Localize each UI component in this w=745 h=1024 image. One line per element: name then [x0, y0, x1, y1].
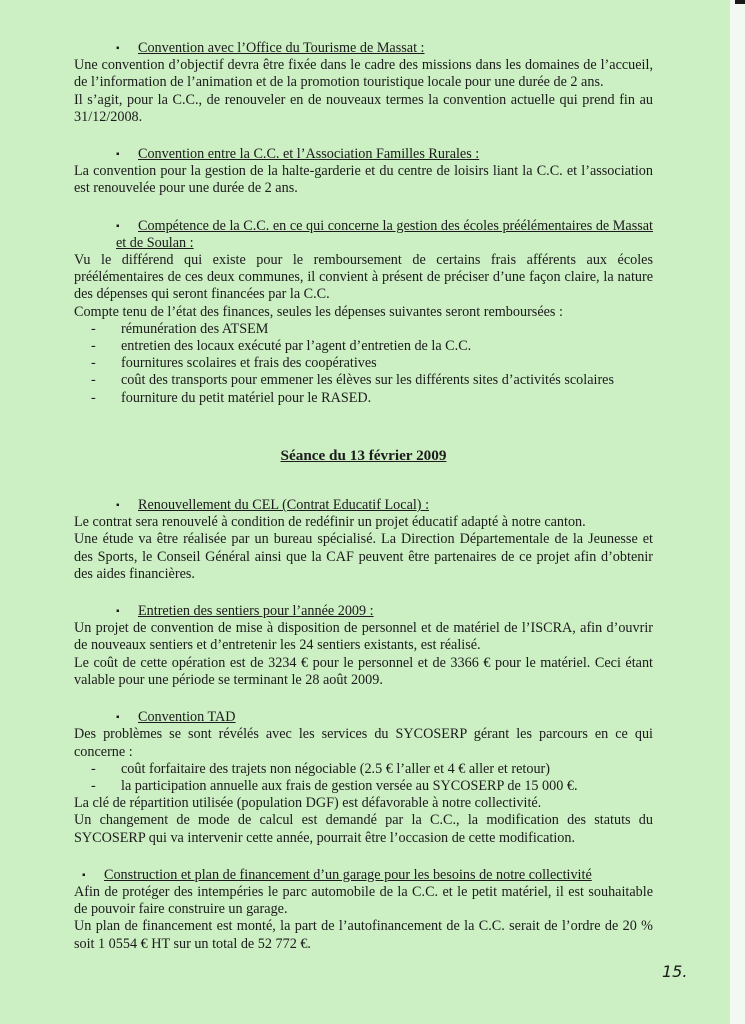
- bullet-icon: ▪: [116, 149, 120, 161]
- section-heading: ▪ Compétence de la C.C. en ce qui concerne la gestion des écoles préélémentaires de Massat et de Soulan :: [116, 217, 653, 251]
- bullet-icon: ▪: [116, 220, 120, 232]
- page-number: 15.: [662, 962, 688, 981]
- section-renouvellement-cel: [74, 497, 653, 583]
- seance-title: Séance du 13 février 2009: [280, 446, 447, 464]
- paragraph: Le coût de cette opération est de 3234 € pour le personnel et de 3366 € pour le matériel. Ceci étant valable pour une période se terminant le 28 août 2009.: [74, 654, 653, 688]
- list-item: - entretien des locaux exécuté par l’agent d’entretien de la C.C.: [91, 338, 653, 355]
- paragraph: Une étude va être réalisée par un bureau spécialisé. La Direction Départementale de la Jeunesse et des Sports, le Conseil Général ainsi que la CAF peuvent être partenaires de ce projet afin d’obtenir des aides financières.: [74, 531, 653, 582]
- paragraph: Compte tenu de l’état des finances, seules les dépenses suivantes seront remboursées :: [74, 303, 563, 320]
- section-heading: ▪ Entretien des sentiers pour l’année 2009 :: [116, 603, 374, 620]
- section-heading: ▪ Convention TAD: [116, 709, 236, 726]
- section-heading: ▪ Construction et plan de financement d’un garage pour les besoins de notre collectivité: [82, 866, 592, 883]
- list-item: - fournitures scolaires et frais des coopératives: [91, 355, 653, 372]
- bullet-icon: ▪: [82, 869, 86, 881]
- section-heading: ▪ Convention entre la C.C. et l’Association Familles Rurales :: [116, 146, 480, 163]
- paragraph: Afin de protéger des intempéries le parc automobile de la C.C. et le petit matériel, il est souhaitable de pouvoir faire construire un garage.: [74, 883, 653, 918]
- paragraph: Une convention d’objectif devra être fixée dans le cadre des missions dans les domaines de l’accueil, de l’information de l’animation et de la promotion touristique locale pour une durée de 2 ans.: [74, 57, 653, 91]
- paragraph: Vu le différend qui existe pour le remboursement de certains frais afférents aux écoles préélémentaires de ces deux communes, il convient à présent de préciser d’une façon claire, la nature des dépenses qui seront financées par la C.C.: [74, 252, 653, 303]
- section-heading: ▪ Convention avec l’Office du Tourisme de Massat :: [116, 40, 425, 56]
- section-construction-garage: [74, 867, 653, 953]
- section-convention-familles-rurales: [74, 146, 653, 198]
- section-convention-tad: [74, 709, 653, 847]
- list-item: - rémunération des ATSEM: [91, 321, 653, 338]
- paragraph: Le contrat sera renouvelé à condition de redéfinir un projet éducatif adapté à notre canton.: [74, 514, 586, 531]
- bullet-icon: ▪: [116, 712, 120, 724]
- scan-edge: [730, 0, 745, 1024]
- paragraph: Un changement de mode de calcul est demandé par la C.C., la modification des statuts du SYCOSERP qui va intervenir cette année, pourrait être l’occasion de cette modification.: [74, 812, 653, 846]
- bullet-icon: ▪: [116, 500, 120, 512]
- list-item: - la participation annuelle aux frais de gestion versée au SYCOSERP de 15 000 €.: [91, 778, 653, 795]
- section-entretien-sentiers: [74, 603, 653, 689]
- paragraph: Un plan de financement est monté, la part de l’autofinancement de la C.C. serait de l’ordre de 20 % soit 1 0554 € HT sur un total de 52 772 €.: [74, 918, 653, 952]
- document-content: [74, 40, 653, 953]
- tad-problem-list: [74, 761, 653, 795]
- scan-corner-mark: [735, 0, 745, 4]
- paragraph: Des problèmes se sont révélés avec les services du SYCOSERP gérant les parcours en ce qui concerne :: [74, 726, 653, 760]
- list-item: - coût forfaitaire des trajets non négociable (2.5 € l’aller et 4 € aller et retour): [91, 761, 653, 778]
- bullet-icon: ▪: [116, 606, 120, 618]
- paragraph: La clé de répartition utilisée (population DGF) est défavorable à notre collectivité.: [74, 795, 542, 812]
- section-competence-ecoles: [74, 218, 653, 407]
- section-convention-tourisme: [74, 40, 653, 126]
- expense-list: [74, 321, 653, 407]
- list-item: - fourniture du petit matériel pour le RASED.: [91, 390, 653, 407]
- paragraph: Un projet de convention de mise à disposition de personnel et de matériel de l’ISCRA, afin d’ouvrir de nouveaux sentiers et d’entretenir les 24 sentiers existants, est réalisé.: [74, 620, 653, 654]
- paragraph: Il s’agit, pour la C.C., de renouveler en de nouveaux termes la convention actuelle qui prend fin au 31/12/2008.: [74, 91, 653, 125]
- list-item: - coût des transports pour emmener les élèves sur les différents sites d’activités scolaires: [91, 372, 653, 389]
- section-heading: ▪ Renouvellement du CEL (Contrat Educatif Local) :: [116, 497, 430, 514]
- bullet-icon: ▪: [116, 43, 120, 54]
- paragraph: La convention pour la gestion de la halte-garderie et du centre de loisirs liant la C.C. et l’association est renouvelée pour une durée de 2 ans.: [74, 163, 653, 197]
